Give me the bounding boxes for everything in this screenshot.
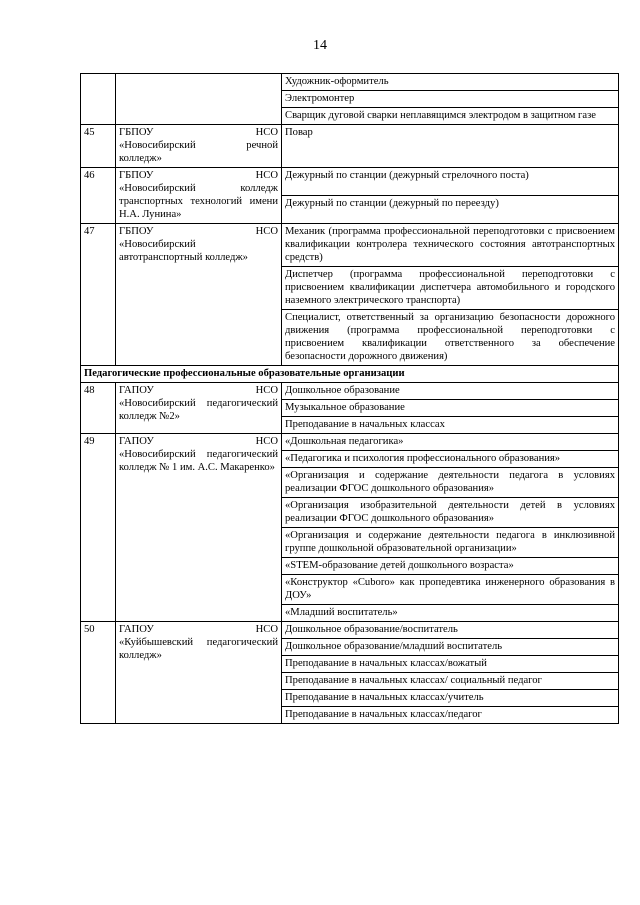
row-number: 46 [81, 168, 116, 224]
program-cell: Электромонтер [282, 91, 619, 108]
organization-type-line [119, 169, 278, 182]
organization-region: НСО [255, 436, 278, 447]
organization-type-line [119, 225, 278, 238]
organization-cell [116, 224, 282, 366]
organization-name: «Куйбышевский педагогический колледж» [119, 637, 278, 661]
program-cell: Преподавание в начальных классах/учитель [282, 690, 619, 707]
program-cell: Механик (программа профессиональной переподготовки с присвоением квалификации контролера технического состояния автотранспортных средств) [282, 224, 619, 267]
organization-name: колледж» [119, 153, 162, 164]
organization-region: НСО [255, 624, 278, 635]
organization-name-part: «Новосибирский [119, 140, 196, 151]
organization-region: НСО [255, 226, 278, 237]
organization-type-line [119, 126, 278, 139]
organization-cell [116, 168, 282, 224]
program-cell: «Педагогика и психология профессионального образования» [282, 451, 619, 468]
programs-table [80, 73, 619, 724]
program-cell: «Организация и содержание деятельности педагога в условиях реализации ФГОС дошкольного образования» [282, 468, 619, 498]
organization-name-part: речной [246, 140, 278, 151]
program-cell: Дежурный по станции (дежурный по переезду) [282, 196, 619, 224]
program-cell: «Организация изобразительной деятельности детей в условиях реализации ФГОС дошкольного образования» [282, 498, 619, 528]
table-row [81, 224, 619, 267]
program-cell: Художник-оформитель [282, 74, 619, 91]
organization-cell [116, 125, 282, 168]
organization-cell [116, 434, 282, 622]
program-cell: «STEM-образование детей дошкольного возраста» [282, 558, 619, 575]
organization-region: НСО [255, 170, 278, 181]
table-row [81, 168, 619, 196]
program-cell: Преподавание в начальных классах/ социальный педагог [282, 673, 619, 690]
table-row [81, 125, 619, 168]
organization-form: ГБПОУ [119, 226, 154, 237]
program-cell: «Конструктор «Cuboro» как пропедевтика инженерного образования в ДОУ» [282, 575, 619, 605]
organization-name-line [119, 139, 278, 152]
organization-type-line [119, 435, 278, 448]
organization-region: НСО [255, 385, 278, 396]
program-cell: Дежурный по станции (дежурный стрелочного поста) [282, 168, 619, 196]
organization-name: «Новосибирский автотранспортный колледж» [119, 239, 248, 263]
program-cell: Диспетчер (программа профессиональной переподготовки с присвоением квалификации диспетчера автомобильного и городского наземного электрического транспорта) [282, 267, 619, 310]
program-cell: Дошкольное образование/воспитатель [282, 622, 619, 639]
program-cell: Преподавание в начальных классах [282, 417, 619, 434]
organization-form: ГАПОУ [119, 624, 154, 635]
row-number: 45 [81, 125, 116, 168]
table-row [81, 622, 619, 639]
organization-name: «Новосибирский педагогический колледж №2» [119, 398, 278, 422]
table-row [81, 74, 619, 91]
program-cell: Дошкольное образование/младший воспитатель [282, 639, 619, 656]
organization-form: ГАПОУ [119, 436, 154, 447]
organization-type-line [119, 623, 278, 636]
organization-region: НСО [255, 127, 278, 138]
row-number: 48 [81, 383, 116, 434]
organization-form: ГАПОУ [119, 385, 154, 396]
program-cell: Сварщик дуговой сварки неплавящимся электродом в защитном газе [282, 108, 619, 125]
page-number: 14 [313, 38, 327, 53]
row-number: 47 [81, 224, 116, 366]
organization-cell [116, 383, 282, 434]
program-cell: Преподавание в начальных классах/педагог [282, 707, 619, 724]
row-number: 50 [81, 622, 116, 724]
program-cell: Музыкальное образование [282, 400, 619, 417]
program-cell: Повар [282, 125, 619, 168]
organization-cell [116, 74, 282, 125]
table-row [81, 383, 619, 400]
table-row [81, 434, 619, 451]
program-cell: Специалист, ответственный за организацию безопасности дорожного движения (программа профессиональной переподготовки с присвоением квалификации ответственного за обеспечение безопасности дорожного движения) [282, 310, 619, 366]
organization-form: ГБПОУ [119, 127, 154, 138]
organization-type-line [119, 384, 278, 397]
organization-cell [116, 622, 282, 724]
organization-form: ГБПОУ [119, 170, 154, 181]
organization-name: «Новосибирский педагогический колледж № 1 им. А.С. Макаренко» [119, 449, 278, 473]
row-number: 49 [81, 434, 116, 622]
program-cell: «Организация и содержание деятельности педагога в инклюзивной группе дошкольной образовательной организации» [282, 528, 619, 558]
program-cell: Преподавание в начальных классах/вожатый [282, 656, 619, 673]
organization-name: «Новосибирский колледж транспортных технологий имени Н.А. Лунина» [119, 183, 278, 220]
program-cell: Дошкольное образование [282, 383, 619, 400]
section-title: Педагогические профессиональные образовательные организации [81, 366, 619, 383]
program-cell: «Младший воспитатель» [282, 605, 619, 622]
section-row [81, 366, 619, 383]
number-cell [81, 74, 116, 125]
program-cell: «Дошкольная педагогика» [282, 434, 619, 451]
